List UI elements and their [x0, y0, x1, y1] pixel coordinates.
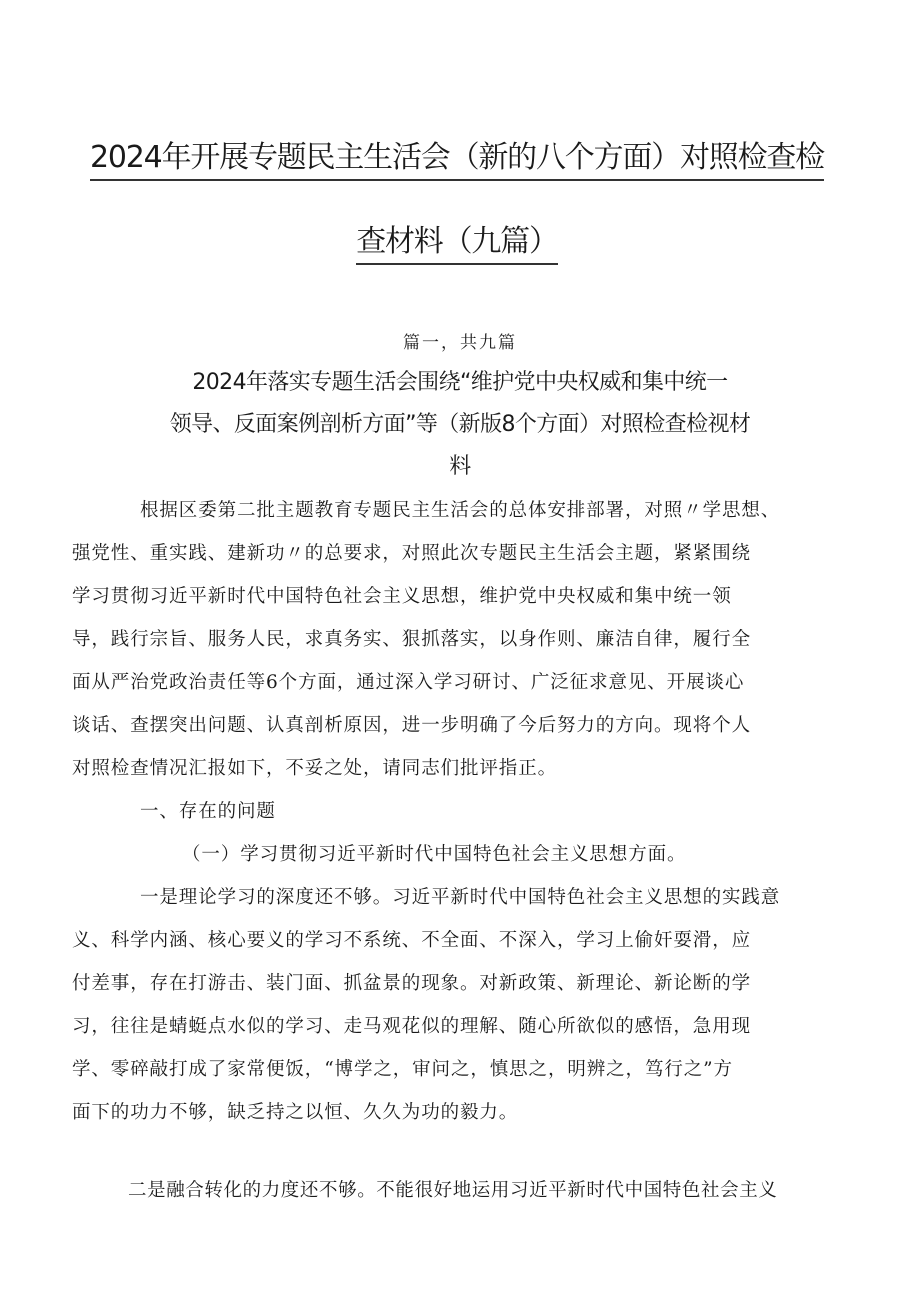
section-heading-problems: 一、存在的问题: [140, 801, 276, 822]
body-line: 二是融合转化的力度还不够。不能很好地运用习近平新时代中国特色社会主义: [128, 1180, 778, 1201]
body-line: 学习贯彻习近平新时代中国特色社会主义思想，维护党中央权威和集中统一领: [72, 586, 732, 607]
body-line: 根据区委第二批主题教育专题民主生活会的总体安排部署，对照〃学思想、: [140, 500, 781, 521]
body-line: 面从严治党政治责任等6个方面，通过深入学习研讨、广泛征求意见、开展谈心: [72, 672, 745, 693]
section-subtitle-line-1: 2024年落实专题生活会围绕“维护党中央权威和集中统一: [192, 370, 728, 395]
subsection-heading: （一）学习贯彻习近平新时代中国特色社会主义思想方面。: [182, 844, 687, 865]
body-line: 一是理论学习的深度还不够。习近平新时代中国特色社会主义思想的实践意: [140, 887, 781, 908]
body-line: 付差事，存在打游击、装门面、抓盆景的现象。对新政策、新理论、新论断的学: [72, 973, 752, 994]
section-subtitle-line-2: 领导、反面案例剖析方面”等（新版8个方面）对照检查检视材: [169, 412, 751, 437]
body-line: 义、科学内涵、核心要义的学习不系统、不全面、不深入，学习上偷奸耍滑，应: [72, 930, 752, 951]
part-label: 篇一，共九篇: [403, 333, 517, 353]
document-title-line-1: [62, 138, 852, 178]
body-line: 习，往往是蜻蜓点水似的学习、走马观花似的理解、随心所欲似的感悟，急用现: [72, 1016, 752, 1037]
document-title-line-2: [62, 222, 852, 262]
body-line: 导，践行宗旨、服务人民，求真务实、狠抓落实，以身作则、廉洁自律，履行全: [72, 629, 752, 650]
body-line: 强党性、重实践、建新功〃的总要求，对照此次专题民主生活会主题，紧紧围绕: [72, 543, 752, 564]
section-subtitle-line-3: 料: [449, 454, 471, 479]
body-line: 学、零碎敲打成了家常便饭，“博学之，审问之，慎思之，明辨之，笃行之”方: [72, 1059, 733, 1080]
body-line: 面下的功力不够，缺乏持之以恒、久久为功的毅力。: [72, 1102, 519, 1123]
document-title-line-1-text: 2024年开展专题民主生活会（新的八个方面）对照检查检: [90, 140, 824, 181]
body-line: 谈话、查摆突出问题、认真剖析原因，进一步明确了今后努力的方向。现将个人: [72, 715, 752, 736]
body-line: 对照检查情况汇报如下，不妥之处，请同志们批评指正。: [72, 758, 558, 779]
document-title-line-2-text: 查材料（九篇）: [356, 224, 558, 265]
